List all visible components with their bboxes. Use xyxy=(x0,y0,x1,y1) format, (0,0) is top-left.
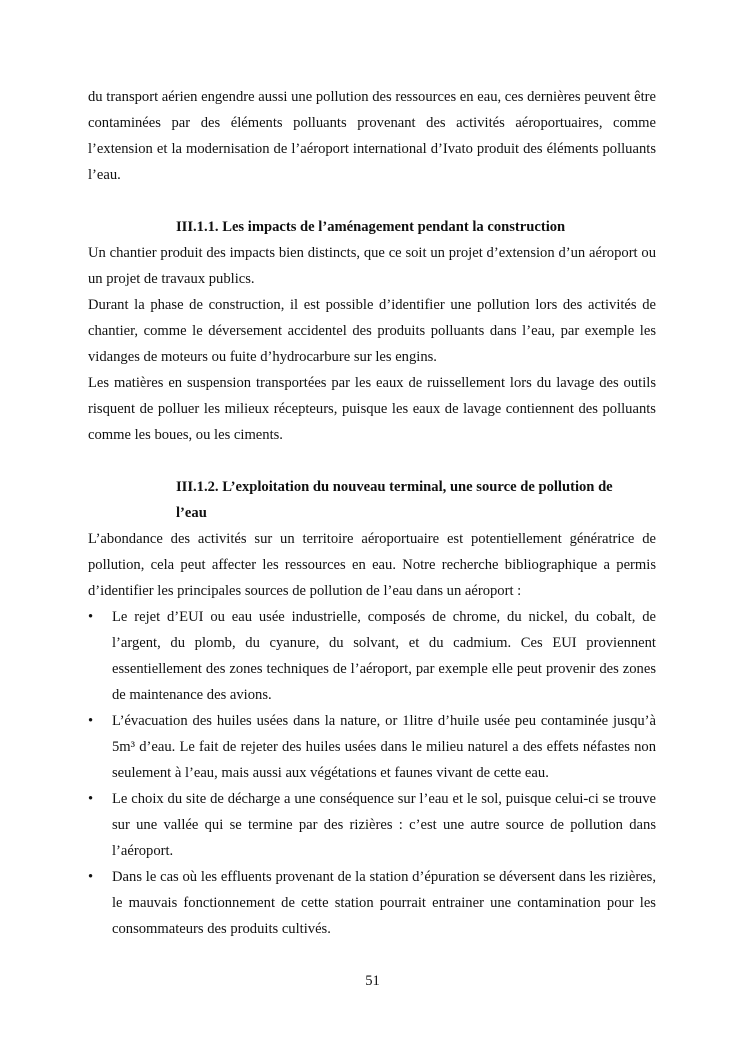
list-item xyxy=(88,708,656,786)
section-heading-terminal: III.1.2. L’exploitation du nouveau terminal, une source de pollution de l’eau xyxy=(176,479,613,521)
bullet-icon: • xyxy=(88,713,94,729)
pollution-sources-list xyxy=(88,604,656,942)
list-item-text: Dans le cas où les effluents provenant de la station d’épuration se déversent dans les rizières, le mauvais fonctionnement de cette station pourrait entrainer une contamination pour les consommateurs des produits cultivés. xyxy=(112,869,656,937)
page-number: 51 xyxy=(365,973,380,989)
document-page xyxy=(88,84,656,942)
list-item-text: L’évacuation des huiles usées dans la nature, or 1litre d’huile usée peu contaminée jusqu’à 5m³ d’eau. Le fait de rejeter des huiles usées dans le milieu naturel a des effets néfastes non seulement à l’eau, mais aussi aux végétations et faunes vivant de cette eau. xyxy=(112,713,656,781)
bullet-icon: • xyxy=(88,869,94,885)
bullet-icon: • xyxy=(88,791,94,807)
list-item xyxy=(88,864,656,942)
list-item-text: Le choix du site de décharge a une conséquence sur l’eau et le sol, puisque celui-ci se trouve sur une vallée qui se termine par des rizières : c’est une autre source de pollution dans l’aéroport. xyxy=(112,791,656,859)
paragraph: Durant la phase de construction, il est possible d’identifier une pollution lors des activités de chantier, comme le déversement accidentel des produits polluants dans l’eau, par exemple les vidanges de moteurs ou fuite d’hydrocarbure sur les engins. xyxy=(88,297,656,365)
section-heading-construction: III.1.1. Les impacts de l’aménagement pendant la construction xyxy=(176,219,566,235)
spacer xyxy=(88,188,656,214)
paragraph: Un chantier produit des impacts bien distincts, que ce soit un projet d’extension d’un aéroport ou un projet de travaux publics. xyxy=(88,245,656,287)
bullet-icon: • xyxy=(88,609,94,625)
list-item xyxy=(88,786,656,864)
spacer xyxy=(88,448,656,474)
intro-paragraph: du transport aérien engendre aussi une pollution des ressources en eau, ces dernières peuvent être contaminées par des éléments polluants provenant des activités aéroportuaires, comme l’extension et la modernisation de l’aéroport international d’Ivato produit des éléments polluants l’eau. xyxy=(88,89,656,183)
list-item xyxy=(88,604,656,708)
paragraph: L’abondance des activités sur un territoire aéroportuaire est potentiellement génératrice de pollution, cela peut affecter les ressources en eau. Notre recherche bibliographique a permis d’identifier les principales sources de pollution de l’eau dans un aéroport : xyxy=(88,531,656,599)
paragraph: Les matières en suspension transportées par les eaux de ruissellement lors du lavage des outils risquent de polluer les milieux récepteurs, puisque les eaux de lavage contiennent des polluants comme les boues, ou les ciments. xyxy=(88,375,656,443)
list-item-text: Le rejet d’EUI ou eau usée industrielle, composés de chrome, du nickel, du cobalt, de l’argent, du plomb, du cyanure, du solvant, et du cadmium. Ces EUI proviennent essentiellement des zones techniques de l’aéroport, par exemple elle peut provenir des zones de maintenance des avions. xyxy=(112,609,656,703)
